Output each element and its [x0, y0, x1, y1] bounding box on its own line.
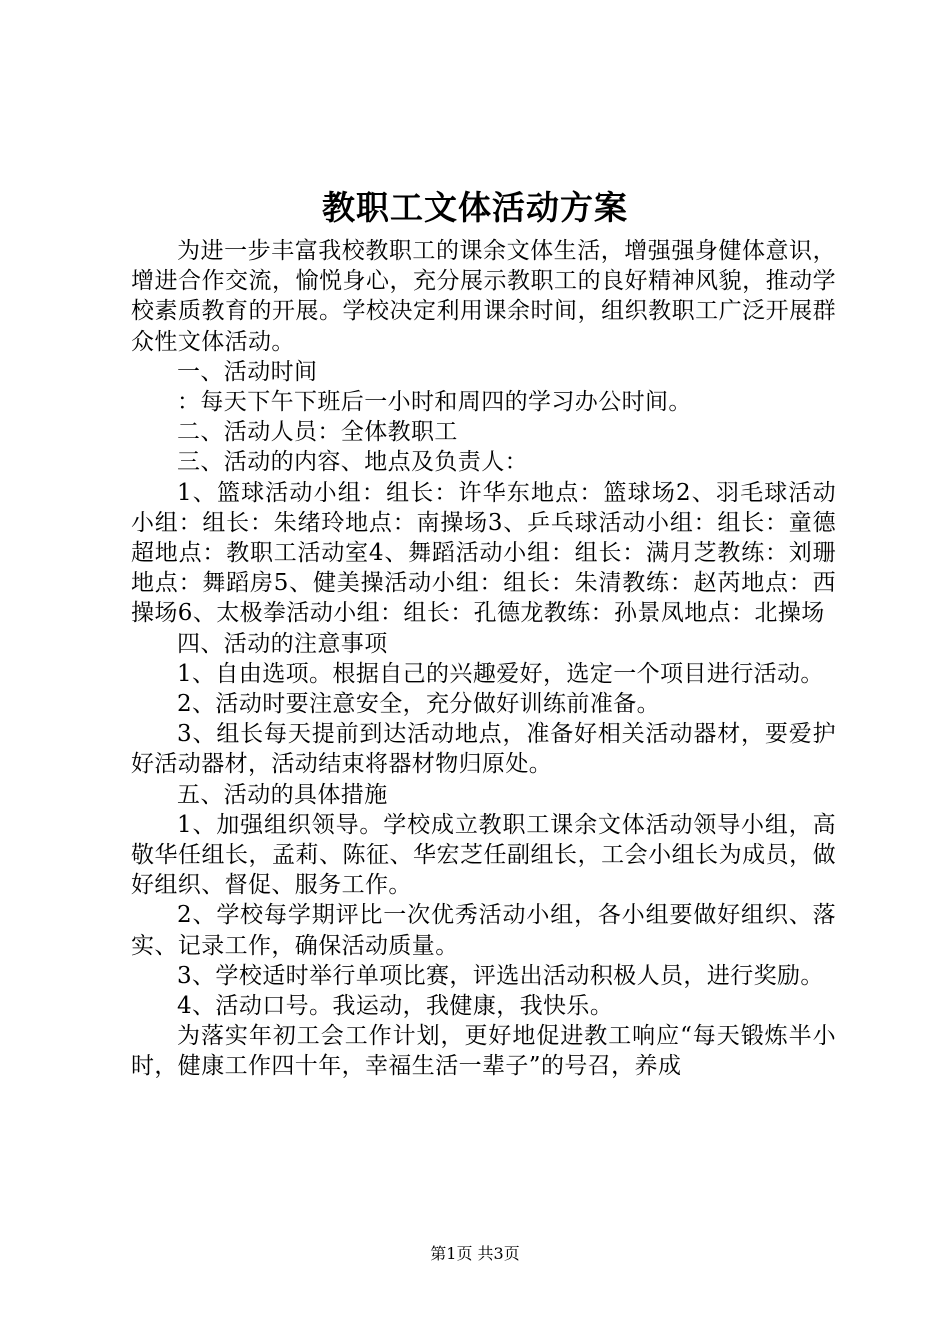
- paragraph-intro: 为进一步丰富我校教职工的课余文体生活，增强强身健体意识，增进合作交流，愉悦身心，充分展示教职工的良好精神风貌，推动学校素质教育的开展。学校决定利用课余时间，组织教职工广泛开展群众性文体活动。: [131, 238, 836, 355]
- document-title: 教职工文体活动方案: [322, 188, 628, 227]
- heading-content-location: 三、活动的内容、地点及负责人：: [177, 449, 528, 476]
- paragraph-precaution-3: 3、组长每天提前到达活动地点，准备好相关活动器材，要爱护好活动器材，活动结束将器材物归原处。: [131, 721, 836, 778]
- document-body: [131, 236, 836, 1082]
- paragraph-measure-1: 1、加强组织领导。学校成立教职工课余文体活动领导小组，高敬华任组长，孟莉、陈征、华宏芝任副组长，工会小组长为成员，做好组织、督促、服务工作。: [131, 811, 836, 899]
- heading-activity-time: 一、活动时间: [177, 358, 318, 385]
- paragraph-precaution-1: 1、自由选项。根据自己的兴趣爱好，选定一个项目进行活动。: [177, 660, 824, 687]
- paragraph-activity-time: ：每天下午下班后一小时和周四的学习办公时间。: [177, 389, 692, 416]
- paragraph-measure-3: 3、学校适时举行单项比赛，评选出活动积极人员，进行奖励。: [177, 962, 824, 989]
- paragraph-continuation: 为落实年初工会工作计划，更好地促进教工响应“每天锻炼半小时，健康工作四十年，幸福生活一辈子”的号召，养成: [131, 1023, 836, 1080]
- heading-participants: 二、活动人员：全体教职工: [177, 419, 458, 446]
- paragraph-measure-2: 2、学校每学期评比一次优秀活动小组，各小组要做好组织、落实、记录工作，确保活动质量。: [131, 902, 836, 959]
- heading-precautions: 四、活动的注意事项: [177, 630, 388, 657]
- heading-measures: 五、活动的具体措施: [177, 781, 388, 808]
- paragraph-groups: 1、篮球活动小组：组长：许华东地点：篮球场2、羽毛球活动小组：组长：朱绪玲地点：南操场3、乒乓球活动小组：组长：童德超地点：教职工活动室4、舞蹈活动小组：组长：满月芝教练：刘珊地点：舞蹈房5、健美操活动小组：组长：朱清教练：赵芮地点：西操场6、太极拳活动小组：组长：孔德龙教练：孙景凤地点：北操场: [131, 479, 836, 627]
- page-number-footer: 第1页 共3页: [430, 1244, 520, 1263]
- paragraph-measure-4: 4、活动口号。我运动，我健康，我快乐。: [177, 993, 614, 1020]
- paragraph-precaution-2: 2、活动时要注意安全，充分做好训练前准备。: [177, 691, 661, 718]
